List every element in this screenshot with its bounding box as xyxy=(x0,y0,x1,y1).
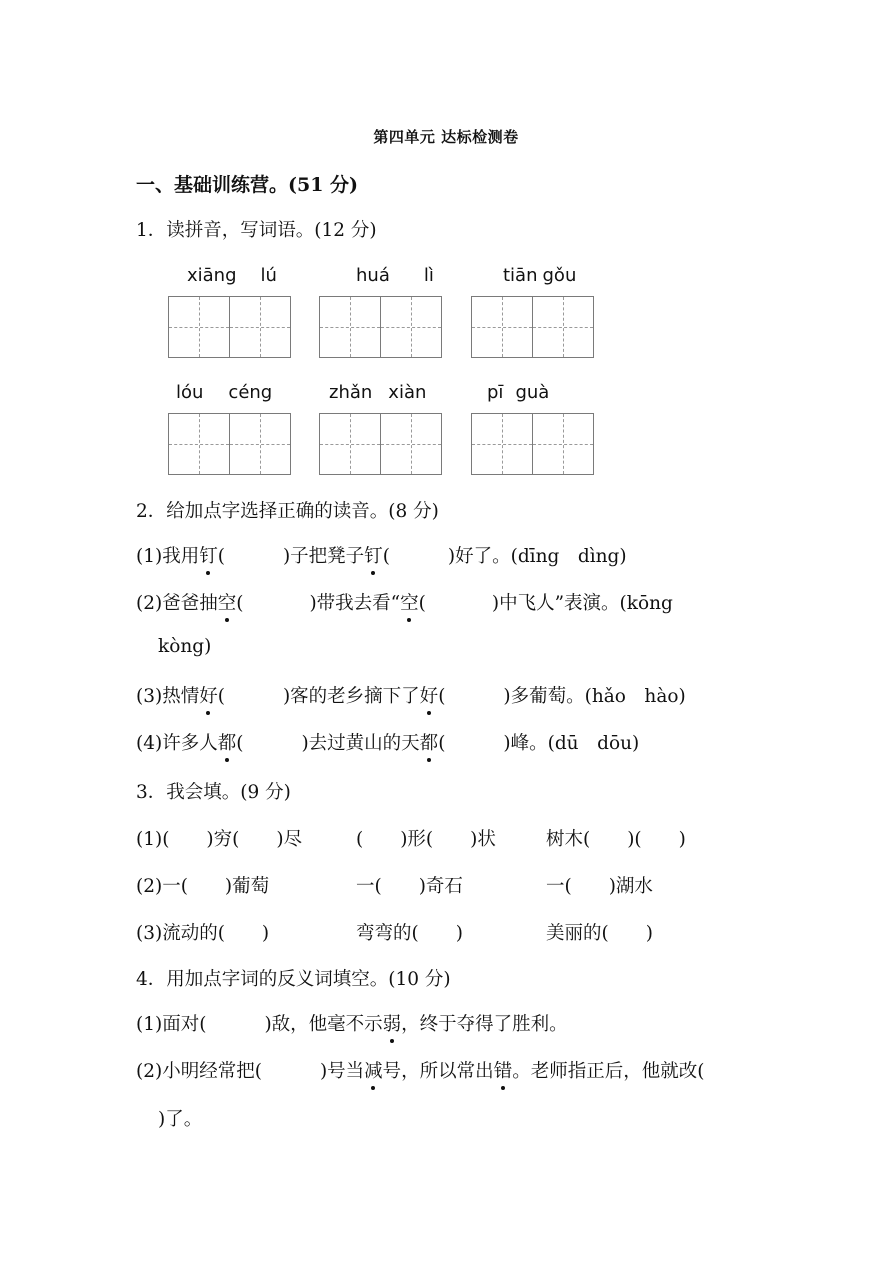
writing-grid[interactable] xyxy=(168,413,291,475)
pinyin-label: pī guà xyxy=(487,382,550,403)
question-3-item: 弯弯的( ) xyxy=(356,923,463,944)
question-4-line-2-cont: )了。 xyxy=(158,1109,203,1130)
grid-cell[interactable] xyxy=(168,296,230,358)
section-heading: 一、基础训练营。(51 分) xyxy=(136,174,359,196)
grid-cell[interactable] xyxy=(229,296,291,358)
writing-grid[interactable] xyxy=(319,296,442,358)
question-2-line-2-cont: kòng) xyxy=(158,636,212,657)
grid-cell[interactable] xyxy=(380,413,442,475)
writing-grid[interactable] xyxy=(319,413,442,475)
question-2-line-3: (3)热情好( )客的老乡摘下了好( )多葡萄。(hǎo hào) xyxy=(136,682,686,708)
pinyin-label: lóu céng xyxy=(176,382,273,403)
question-4-prompt: 4．用加点字词的反义词填空。(10 分) xyxy=(136,969,451,990)
question-3-item: 美丽的( ) xyxy=(546,923,653,944)
question-2-prompt: 2．给加点字选择正确的读音。(8 分) xyxy=(136,501,439,522)
grid-cell[interactable] xyxy=(380,296,442,358)
grid-cell[interactable] xyxy=(471,413,533,475)
question-4-line-2: (2)小明经常把( )号当减号，所以常出错。老师指正后，他就改( xyxy=(136,1057,704,1083)
grid-cell[interactable] xyxy=(229,413,291,475)
question-3-item: (2)一( )葡萄 xyxy=(136,876,270,897)
grid-cell[interactable] xyxy=(319,296,381,358)
pinyin-label: xiāng lú xyxy=(187,265,277,286)
pinyin-label: huá lì xyxy=(356,265,434,286)
question-3-prompt: 3．我会填。(9 分) xyxy=(136,782,291,803)
question-4-line-1: (1)面对( )敌，他毫不示弱，终于夺得了胜利。 xyxy=(136,1010,568,1036)
question-2-line-4: (4)许多人都( )去过黄山的天都( )峰。(dū dōu) xyxy=(136,729,639,755)
page-title: 第四单元 达标检测卷 xyxy=(373,128,519,146)
pinyin-label: tiān gǒu xyxy=(503,265,577,286)
writing-grid[interactable] xyxy=(471,413,594,475)
question-2-line-1: (1)我用钉( )子把凳子钉( )好了。(dīng dìng) xyxy=(136,542,627,568)
question-3-item: 一( )奇石 xyxy=(356,876,463,897)
grid-cell[interactable] xyxy=(471,296,533,358)
question-3-item: (3)流动的( ) xyxy=(136,923,270,944)
question-3-item: 一( )湖水 xyxy=(546,876,653,897)
question-3-item: ( )形( )状 xyxy=(356,829,496,850)
grid-cell[interactable] xyxy=(319,413,381,475)
grid-cell[interactable] xyxy=(168,413,230,475)
writing-grid[interactable] xyxy=(471,296,594,358)
grid-cell[interactable] xyxy=(532,296,594,358)
question-3-item: 树木( )( ) xyxy=(546,829,686,850)
question-3-item: (1)( )穷( )尽 xyxy=(136,829,303,850)
question-1-prompt: 1．读拼音，写词语。(12 分) xyxy=(136,220,377,241)
question-2-line-2: (2)爸爸抽空( )带我去看“空( )中飞人”表演。(kōng xyxy=(136,589,673,615)
pinyin-label: zhǎn xiàn xyxy=(329,382,427,403)
writing-grid[interactable] xyxy=(168,296,291,358)
grid-cell[interactable] xyxy=(532,413,594,475)
